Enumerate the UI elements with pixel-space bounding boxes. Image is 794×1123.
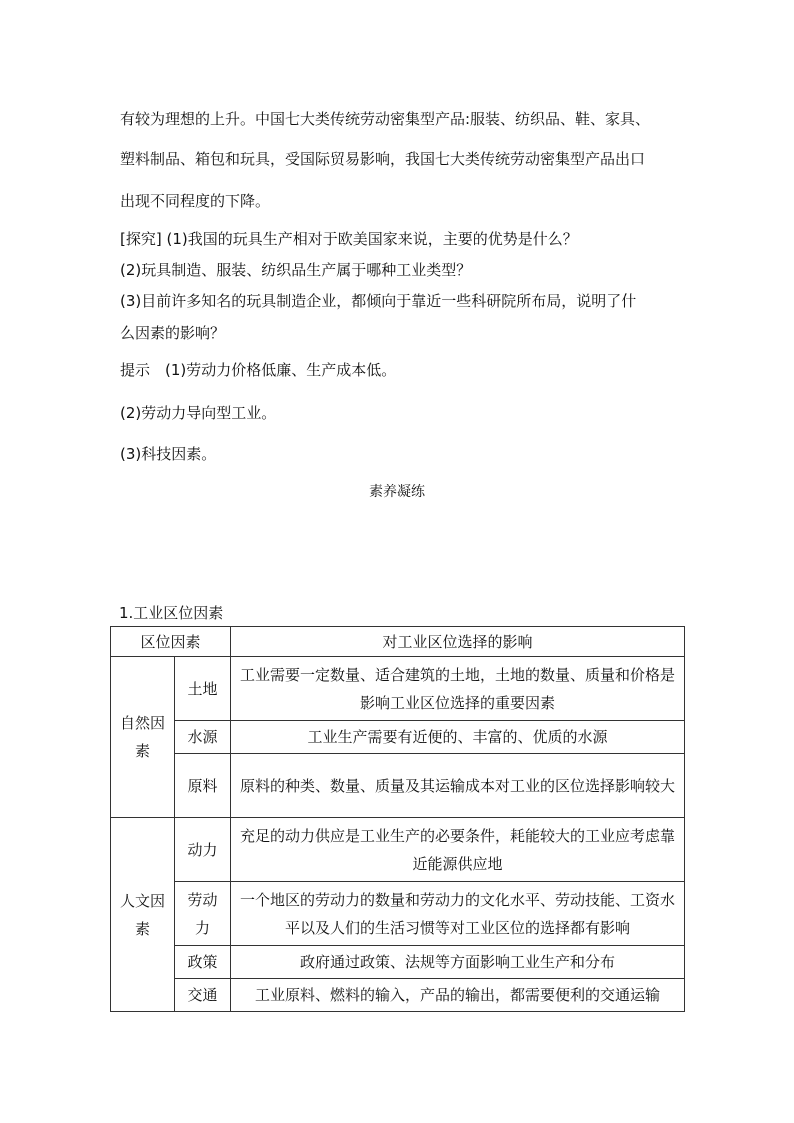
header-factor: 区位因素 <box>111 627 231 657</box>
question-2: (2)玩具制造、服装、纺织品生产属于哪种工业类型？ <box>120 261 472 279</box>
effect-cell: 工业生产需要有近便的、丰富的、优质的水源 <box>231 721 685 754</box>
human-factors-group: 人文因素 <box>111 818 175 1012</box>
factor-cell: 水源 <box>175 721 231 754</box>
paragraph-line: 塑料制品、箱包和玩具，受国际贸易影响，我国七大类传统劳动密集型产品出口 <box>120 150 646 168</box>
paragraph-line: 有较为理想的上升。中国七大类传统劳动密集型产品:服装、纺织品、鞋、家具、 <box>120 110 651 128</box>
effect-cell: 政府通过政策、法规等方面影响工业生产和分布 <box>231 946 685 979</box>
hint-2: (2)劳动力导向型工业。 <box>120 404 277 422</box>
natural-factors-group: 自然因素 <box>111 657 175 818</box>
location-factors-table <box>110 626 685 1012</box>
explore-question-1: [探究] (1)我国的玩具生产相对于欧美国家来说，主要的优势是什么？ <box>120 230 578 248</box>
question-3-line-2: 么因素的影响？ <box>120 324 226 342</box>
header-effect: 对工业区位选择的影响 <box>231 627 685 657</box>
factor-cell: 劳动力 <box>175 882 231 946</box>
factor-cell: 原料 <box>175 754 231 818</box>
section-title: 素养凝练 <box>369 484 425 500</box>
factor-cell: 动力 <box>175 818 231 882</box>
effect-cell: 工业需要一定数量、适合建筑的土地，土地的数量、质量和价格是影响工业区位选择的重要因素 <box>231 657 685 721</box>
factor-cell: 土地 <box>175 657 231 721</box>
effect-cell: 工业原料、燃料的输入，产品的输出，都需要便利的交通运输 <box>231 979 685 1012</box>
effect-cell: 充足的动力供应是工业生产的必要条件，耗能较大的工业应考虑靠近能源供应地 <box>231 818 685 882</box>
question-3-line-1: (3)目前许多知名的玩具制造企业，都倾向于靠近一些科研院所布局，说明了什 <box>120 292 637 310</box>
effect-cell: 原料的种类、数量、质量及其运输成本对工业的区位选择影响较大 <box>231 754 685 818</box>
factor-cell: 交通 <box>175 979 231 1012</box>
factor-cell: 政策 <box>175 946 231 979</box>
hint-3: (3)科技因素。 <box>120 445 217 463</box>
table-title: 1.工业区位因素 <box>119 604 224 622</box>
paragraph-line: 出现不同程度的下降。 <box>120 192 271 210</box>
hint-1: 提示 (1)劳动力价格低廉、生产成本低。 <box>120 361 397 379</box>
effect-cell: 一个地区的劳动力的数量和劳动力的文化水平、劳动技能、工资水平以及人们的生活习惯等对工业区位的选择都有影响 <box>231 882 685 946</box>
